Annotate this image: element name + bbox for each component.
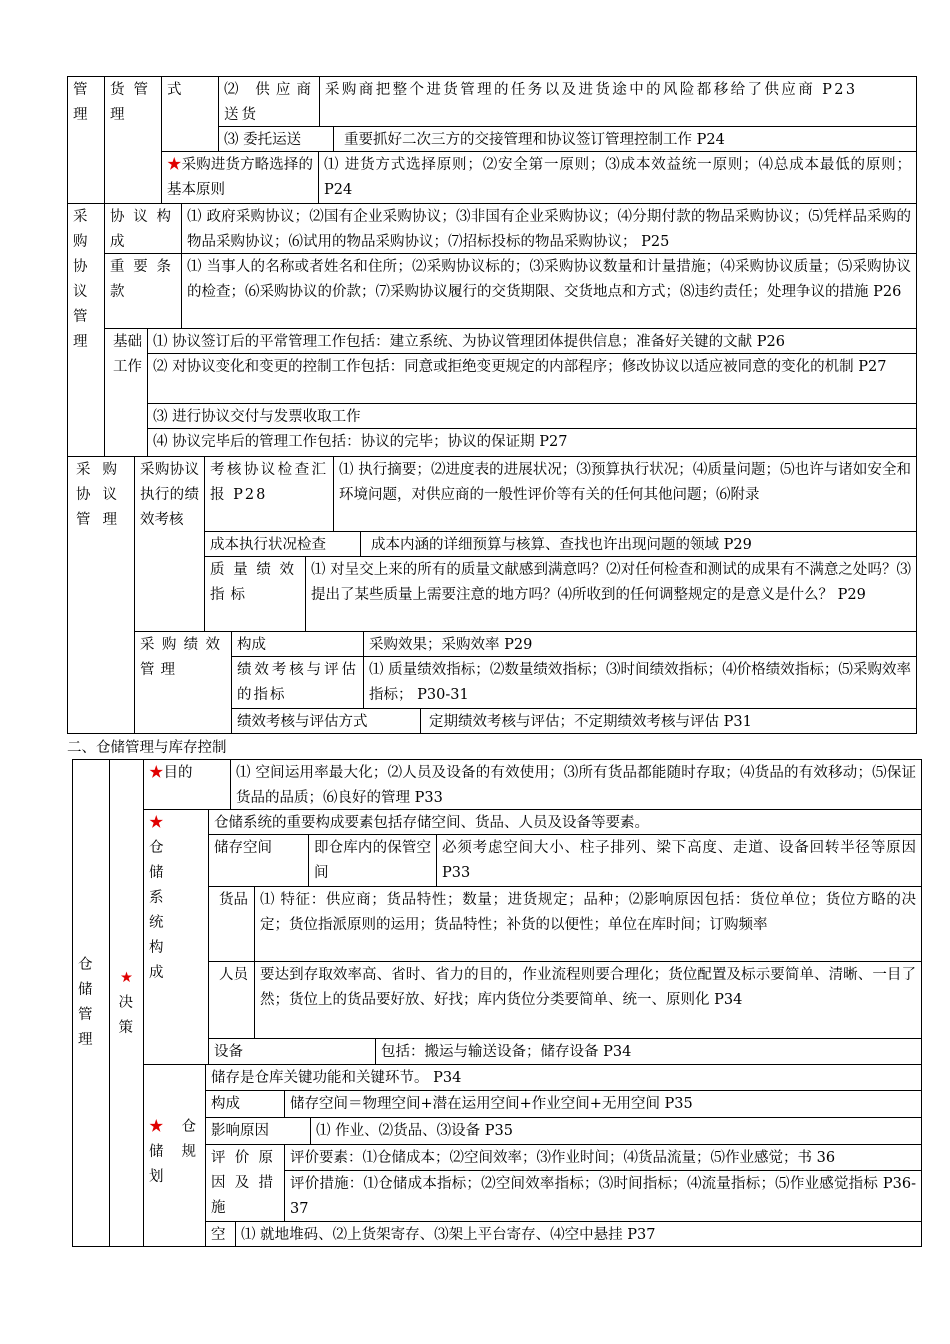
inspection-report-text: ⑴ 执行摘要；⑵进度表的进展状况；⑶预算执行状况；⑷质量问题；⑸也许与诸如安全和环境问题，对供应商的一般性评价等有关的任何其他问题；⑹附录 (333, 456, 917, 532)
supplier-delivery-text: 采购商把整个进货管理的任务以及进货途中的风险都移给了供应商 P23 (319, 76, 917, 127)
pm-index-label: 绩效考核与评估的指标 (231, 656, 364, 709)
storage-space-text: 必须考虑空间大小、柱子排列、梁下高度、走道、设备回转半径等原因 P33 (436, 834, 922, 887)
quality-index-label: 质量绩效指标 (204, 556, 306, 632)
pm-method-text: 定期绩效考核与评估；不定期绩效考核与评估 P31 (420, 708, 917, 734)
goal-label-text: 目的 (163, 765, 193, 781)
goal-label (143, 759, 231, 810)
pm-method-label: 绩效考核与评估方式 (231, 708, 421, 734)
equipment-text: 包括：搬运与输送设备；储存设备 P34 (375, 1038, 922, 1065)
star-icon: ★ (149, 1119, 182, 1135)
influence-factor-label: 影响原因 (205, 1117, 311, 1145)
agreement-management-group: 采购协议管理 (67, 203, 105, 457)
table-cell-mode: 式 (161, 76, 219, 152)
pm-index-text: ⑴ 质量绩效指标；⑵数量绩效指标；⑶时间绩效指标；⑷价格绩效指标；⑸采购效率指标； P30-31 (363, 656, 917, 709)
pm-composition-text: 采购效果；采购效率 P29 (363, 631, 917, 657)
planning-composition-text: 储存空间＝物理空间+潜在运用空间+作业空间+无用空间 P35 (284, 1090, 922, 1118)
basic-work-item-4: ⑷ 协议完毕后的管理工作包括：协议的完毕；协议的保证期 P27 (147, 428, 917, 457)
cost-check-text: 成本内涵的详细预算与核算、查找也许出现问题的领域 P29 (360, 531, 917, 557)
section-2-title: 二、仓储管理与库存控制 (67, 740, 227, 756)
system-composition-label (143, 809, 209, 1065)
table-cell-management: 管理 (67, 76, 105, 204)
pm-composition-label: 构成 (231, 631, 364, 657)
goods-text: ⑴ 特征：供应商；货品特性；数量；进货规定；品种；⑵影响原因包括：货位单位；货位方略的决定；货位指派原则的运用；货品特性；补货的以便性；单位在库时间；订购频率 (254, 886, 922, 962)
key-clauses-text: ⑴ 当事人的名称或者姓名和住所；⑵采购协议标的；⑶采购协议数量和计量措施；⑷采购协议质量；⑸采购协议的检查；⑹采购协议的价款；⑺采购协议履行的交货期限、交货地点和方式；⑻违约责任；处理争议的措施 P26 (181, 253, 917, 329)
decision-text: 决策 (118, 994, 133, 1036)
goal-text: ⑴ 空间运用率最大化；⑵人员及设备的有效使用；⑶所有货品都能随时存取；⑷货品的有效移动；⑸保证货品的品质；⑹良好的管理 P33 (230, 759, 922, 810)
goods-label: 货品 (208, 886, 255, 962)
empty-label: 空 (205, 1221, 236, 1247)
entrust-transport-label: ⑶ 委托运送 (218, 126, 334, 152)
strategy-principles-text: ⑴ 进货方式选择原则；⑵安全第一原则；⑶成本效益统一原则；⑷总成本最低的原则； P24 (318, 151, 917, 204)
planning-composition-label: 构成 (205, 1090, 285, 1118)
planning-intro: 储存是仓库关键功能和关键环节。 P34 (205, 1064, 922, 1091)
empty-text: ⑴ 就地堆码、⑵上货架寄存、⑶架上平台寄存、⑷空中悬挂 P37 (235, 1221, 922, 1247)
star-icon: ★ (149, 815, 178, 831)
procurement-performance-label: 采购绩效管理 (134, 631, 232, 734)
cost-check-label: 成本执行状况检查 (204, 531, 361, 557)
influence-factor-text: ⑴ 作业、⑵货品、⑶设备 P35 (310, 1117, 922, 1145)
evaluation-elements: 评价要素：⑴仓储成本；⑵空间效率；⑶作业时间；⑷货品流量；⑸作业感觉；书 36 (284, 1144, 922, 1171)
agreement-composition-label: 协议构成 (104, 203, 182, 254)
evaluation-label: 评价原因及措施 (205, 1144, 285, 1222)
strategy-label-text: 采购进货方略选择的基本原则 (167, 157, 314, 198)
table-cell-goods-management: 货管理 (104, 76, 162, 204)
star-icon: ★ (149, 765, 164, 781)
execution-performance-label: 采购协议执行的绩效考核 (134, 456, 205, 632)
basic-work-item-1: ⑴ 协议签订后的平常管理工作包括：建立系统、为协议管理团体提供信息；准备好关键的文献 P26 (147, 328, 917, 354)
quality-index-text: ⑴ 对呈交上来的所有的质量文献感到满意吗？⑵对任何检查和测试的成果有不满意之处吗？⑶提出了某些质量上需要注意的地方吗？⑷所收到的任何调整规定的是意义是什么？ P29 (305, 556, 917, 632)
evaluation-measures: 评价措施：⑴仓储成本指标；⑵空间效率指标；⑶时间指标；⑷流量指标；⑸作业感觉指标 P36-37 (284, 1170, 922, 1222)
supplier-delivery-label: ⑵ 供应商送货 (218, 76, 320, 127)
staff-text: 要达到存取效率高、省时、省力的目的，作业流程则要合理化；货位配置及标示要简单、清晰、一目了然；货位上的货品要好放、好找；库内货位分类要简单、统一、原则化 P34 (254, 961, 922, 1039)
star-icon: ★ (167, 157, 182, 173)
system-intro: 仓储系统的重要构成要素包括存储空间、货品、人员及设备等要素。 (208, 809, 922, 835)
entrust-transport-text: 重要抓好二次三方的交接管理和协议签订管理控制工作 P24 (333, 126, 917, 152)
star-icon: ★ (120, 969, 133, 986)
storage-space-label: 储存空间 (208, 834, 309, 887)
basic-work-item-2: ⑵ 对协议变化和变更的控制工作包括：同意或拒绝变更规定的内部程序；修改协议以适应被同意的变化的机制 P27 (147, 353, 917, 404)
key-clauses-label: 重要条款 (104, 253, 182, 329)
system-label-text: 仓储系统构成 (149, 840, 178, 981)
storage-space-mid: 即仓库内的保管空间 (308, 834, 437, 887)
decision-label (109, 759, 144, 1247)
equipment-label: 设备 (208, 1038, 376, 1065)
warehouse-management-label: 仓储管理 (72, 759, 110, 1247)
performance-management-group: 采购协议管理 (67, 456, 135, 734)
staff-label: 人员 (208, 961, 255, 1039)
agreement-composition-text: ⑴ 政府采购协议；⑵国有企业采购协议；⑶非国有企业采购协议；⑷分期付款的物品采购协议；⑸凭样品采购的物品采购协议；⑹试用的物品采购协议；⑺招标投标的物品采购协议； P25 (181, 203, 917, 254)
basic-work-label: 基础工作 (104, 328, 148, 457)
strategy-principles-label (161, 151, 319, 204)
basic-work-item-3: ⑶ 进行协议交付与发票收取工作 (147, 403, 917, 429)
planning-label-text: 仓储规划 (149, 1119, 200, 1185)
inspection-report-label: 考核协议检查汇报 P28 (204, 456, 334, 532)
storage-planning-label (143, 1064, 206, 1247)
